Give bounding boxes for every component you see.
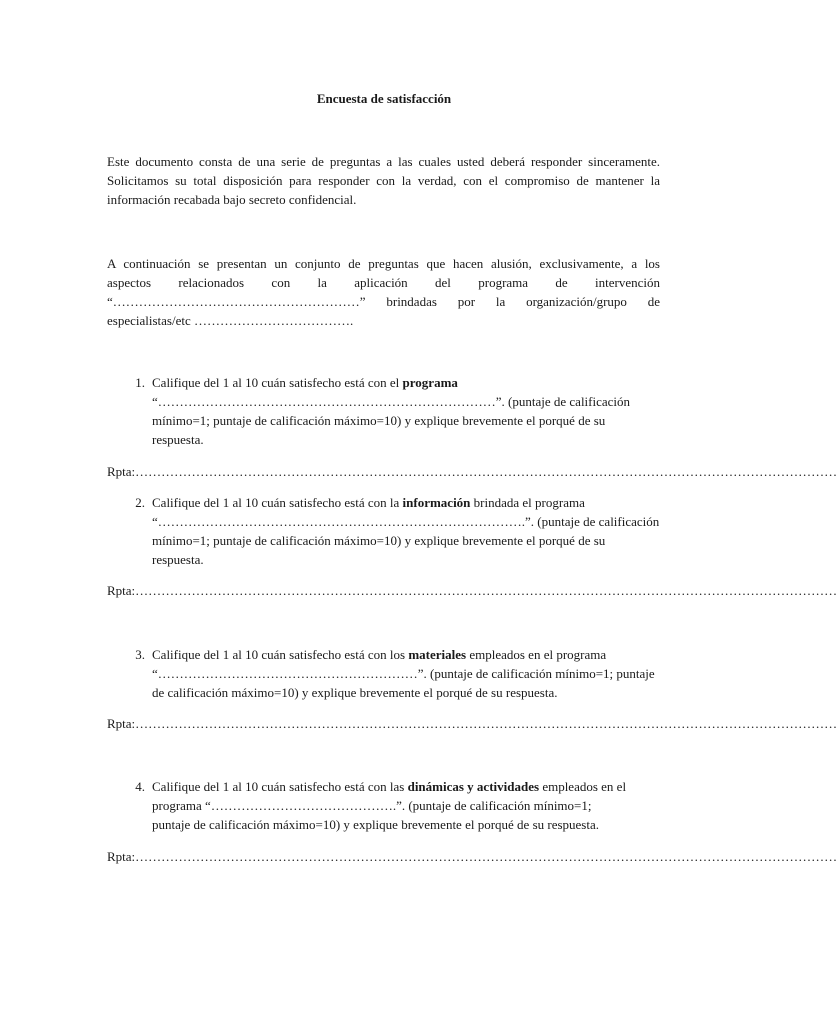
question-line: programa “…………………………………….”. (puntaje de calificación mínimo=1; bbox=[152, 798, 592, 813]
question-text: Califique del 1 al 10 cuán satisfecho está con el bbox=[152, 375, 403, 390]
question-text: brindada el programa bbox=[470, 495, 585, 510]
question-keyword: información bbox=[402, 495, 471, 510]
context-line: aspectos relacionados con la aplicación del programa de intervención bbox=[107, 275, 660, 290]
question-1 bbox=[152, 373, 667, 449]
intro-line: información recabada bajo secreto confidencial. bbox=[107, 192, 357, 207]
question-3 bbox=[152, 645, 667, 702]
question-number: 2. bbox=[135, 495, 145, 510]
answer-line[interactable]: Rpta:……………………………………………………………………………………………………………………………………………… bbox=[107, 583, 837, 598]
question-text: Califique del 1 al 10 cuán satisfecho está con la bbox=[152, 495, 403, 510]
question-line: puntaje de calificación máximo=10) y explique brevemente el porqué de su respuesta. bbox=[152, 817, 600, 832]
document-title: Encuesta de satisfacción bbox=[316, 91, 452, 106]
question-line bbox=[152, 373, 667, 392]
intro-line: Solicitamos su total disposición para responder con la verdad, con el compromiso de mantener la bbox=[107, 173, 660, 188]
question-line: respuesta. bbox=[152, 432, 204, 447]
question-line: “……………………………………………………”. (puntaje de calificación mínimo=1; puntaje bbox=[152, 666, 655, 681]
intro-paragraph bbox=[107, 152, 660, 209]
question-line: mínimo=1; puntaje de calificación máximo=10) y explique brevemente el porqué de su bbox=[152, 533, 606, 548]
question-line: respuesta. bbox=[152, 552, 204, 567]
question-line: “……………………………………………………………………”. (puntaje de calificación bbox=[152, 394, 631, 409]
context-line: especialistas/etc ………………………………. bbox=[107, 313, 354, 328]
question-line bbox=[152, 645, 667, 664]
question-text: empleados en el programa bbox=[466, 647, 607, 662]
question-line: “………………………………………………………………………….”. (puntaje de calificación bbox=[152, 514, 660, 529]
answer-line[interactable]: Rpta:……………………………………………………………………………………………………………………………………………… bbox=[107, 849, 837, 864]
question-line bbox=[152, 493, 667, 512]
question-line: de calificación máximo=10) y explique brevemente el porqué de su respuesta. bbox=[152, 685, 558, 700]
question-number: 4. bbox=[135, 779, 145, 794]
answer-line[interactable]: Rpta:……………………………………………………………………………………………………………………………………………… bbox=[107, 464, 837, 479]
question-keyword: programa bbox=[402, 375, 458, 390]
intro-line: Este documento consta de una serie de preguntas a las cuales usted deberá responder sinceramente. bbox=[107, 154, 660, 169]
question-text: Califique del 1 al 10 cuán satisfecho está con las bbox=[152, 779, 408, 794]
question-keyword: materiales bbox=[408, 647, 467, 662]
context-paragraph bbox=[107, 254, 660, 330]
question-number: 1. bbox=[135, 375, 145, 390]
context-line: A continuación se presentan un conjunto de preguntas que hacen alusión, exclusivamente, a los bbox=[107, 256, 660, 271]
question-2 bbox=[152, 493, 667, 569]
context-line: “…………………………………………………” brindadas por la organización/grupo de bbox=[107, 294, 660, 309]
question-line: mínimo=1; puntaje de calificación máximo=10) y explique brevemente el porqué de su bbox=[152, 413, 606, 428]
question-text: Califique del 1 al 10 cuán satisfecho está con los bbox=[152, 647, 409, 662]
question-4 bbox=[152, 777, 667, 834]
answer-line[interactable]: Rpta:……………………………………………………………………………………………………………………………………………… bbox=[107, 716, 837, 731]
question-text: empleados en el bbox=[539, 779, 627, 794]
question-number: 3. bbox=[135, 647, 145, 662]
question-line bbox=[152, 777, 667, 796]
question-keyword: dinámicas y actividades bbox=[407, 779, 540, 794]
